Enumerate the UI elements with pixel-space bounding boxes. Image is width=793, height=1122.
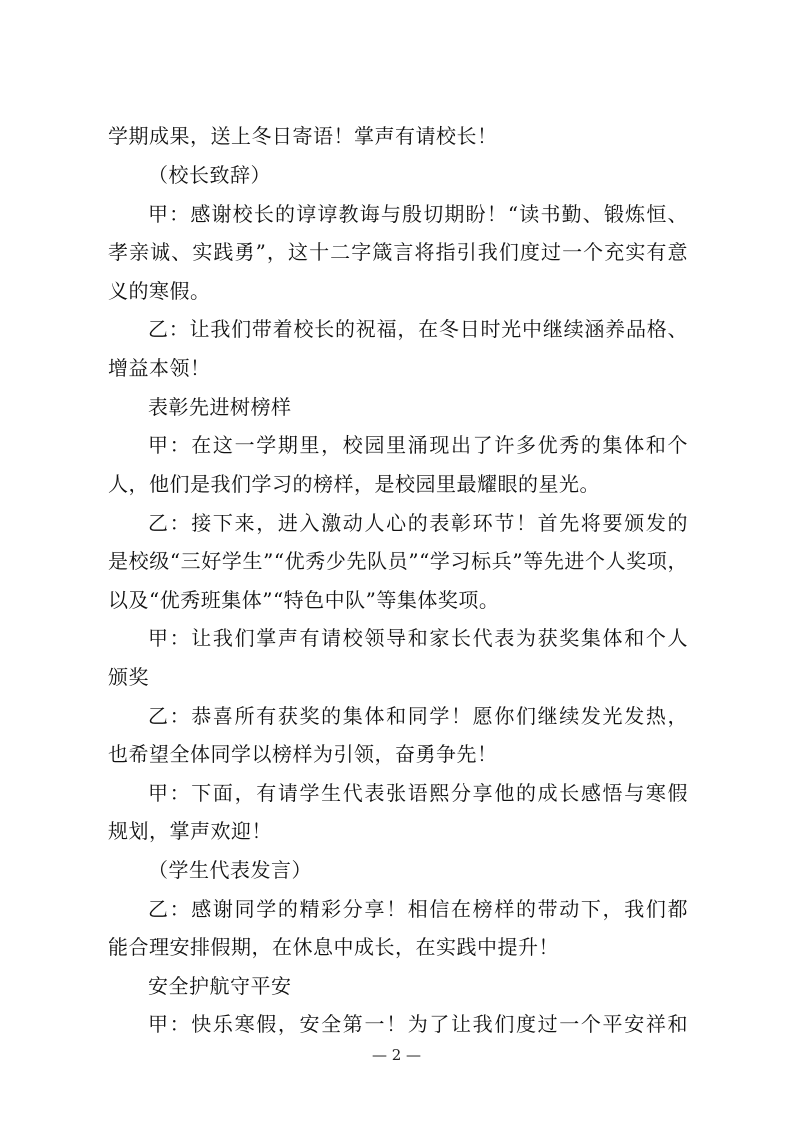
text-line: 能合理安排假期，在休息中成长，在实践中提升！ — [108, 935, 559, 959]
section-heading: 表彰先进树榜样 — [148, 395, 292, 419]
text-line: 是校级“三好学生”“优秀少先队员”“学习标兵”等先进个人奖项， — [108, 549, 688, 573]
text-line: 甲：在这一学期里，校园里涌现出了许多优秀的集体和个 — [148, 433, 688, 457]
text-line: 颁奖 — [108, 665, 149, 689]
text-line: 甲：感谢校长的谆谆教诲与殷切期盼！“读书勤、锻炼恒、 — [148, 202, 688, 226]
text-line: 孝亲诚、实践勇”，这十二字箴言将指引我们度过一个充实有意 — [108, 240, 688, 264]
page-number: — 2 — — [371, 1046, 422, 1064]
text-line: 乙：感谢同学的精彩分享！相信在榜样的带动下，我们都 — [148, 897, 688, 921]
text-line: 也希望全体同学以榜样为引领，奋勇争先！ — [108, 742, 498, 766]
text-line: 甲：快乐寒假，安全第一！为了让我们度过一个平安祥和 — [148, 1012, 688, 1036]
text-line: （学生代表发言） — [148, 858, 312, 882]
text-line: 乙：让我们带着校长的祝福，在冬日时光中继续涵养品格、 — [148, 317, 688, 341]
text-line: 义的寒假。 — [108, 279, 211, 303]
text-line: 人，他们是我们学习的榜样，是校园里最耀眼的星光。 — [108, 472, 600, 496]
text-line: 以及“优秀班集体”“特色中队”等集体奖项。 — [108, 588, 500, 612]
text-line: 规划，掌声欢迎！ — [108, 819, 272, 843]
text-line: 甲：下面，有请学生代表张语熙分享他的成长感悟与寒假 — [148, 781, 688, 805]
section-heading: 安全护航守平安 — [148, 974, 292, 998]
text-line: 学期成果，送上冬日寄语！掌声有请校长！ — [108, 124, 498, 148]
text-line: 乙：接下来，进入激动人心的表彰环节！首先将要颁发的 — [148, 511, 688, 535]
text-line: （校长致辞） — [148, 163, 271, 187]
text-line: 增益本领！ — [108, 356, 211, 380]
text-line: 乙：恭喜所有获奖的集体和同学！愿你们继续发光发热， — [148, 704, 688, 728]
text-line: 甲：让我们掌声有请校领导和家长代表为获奖集体和个人 — [148, 626, 688, 650]
